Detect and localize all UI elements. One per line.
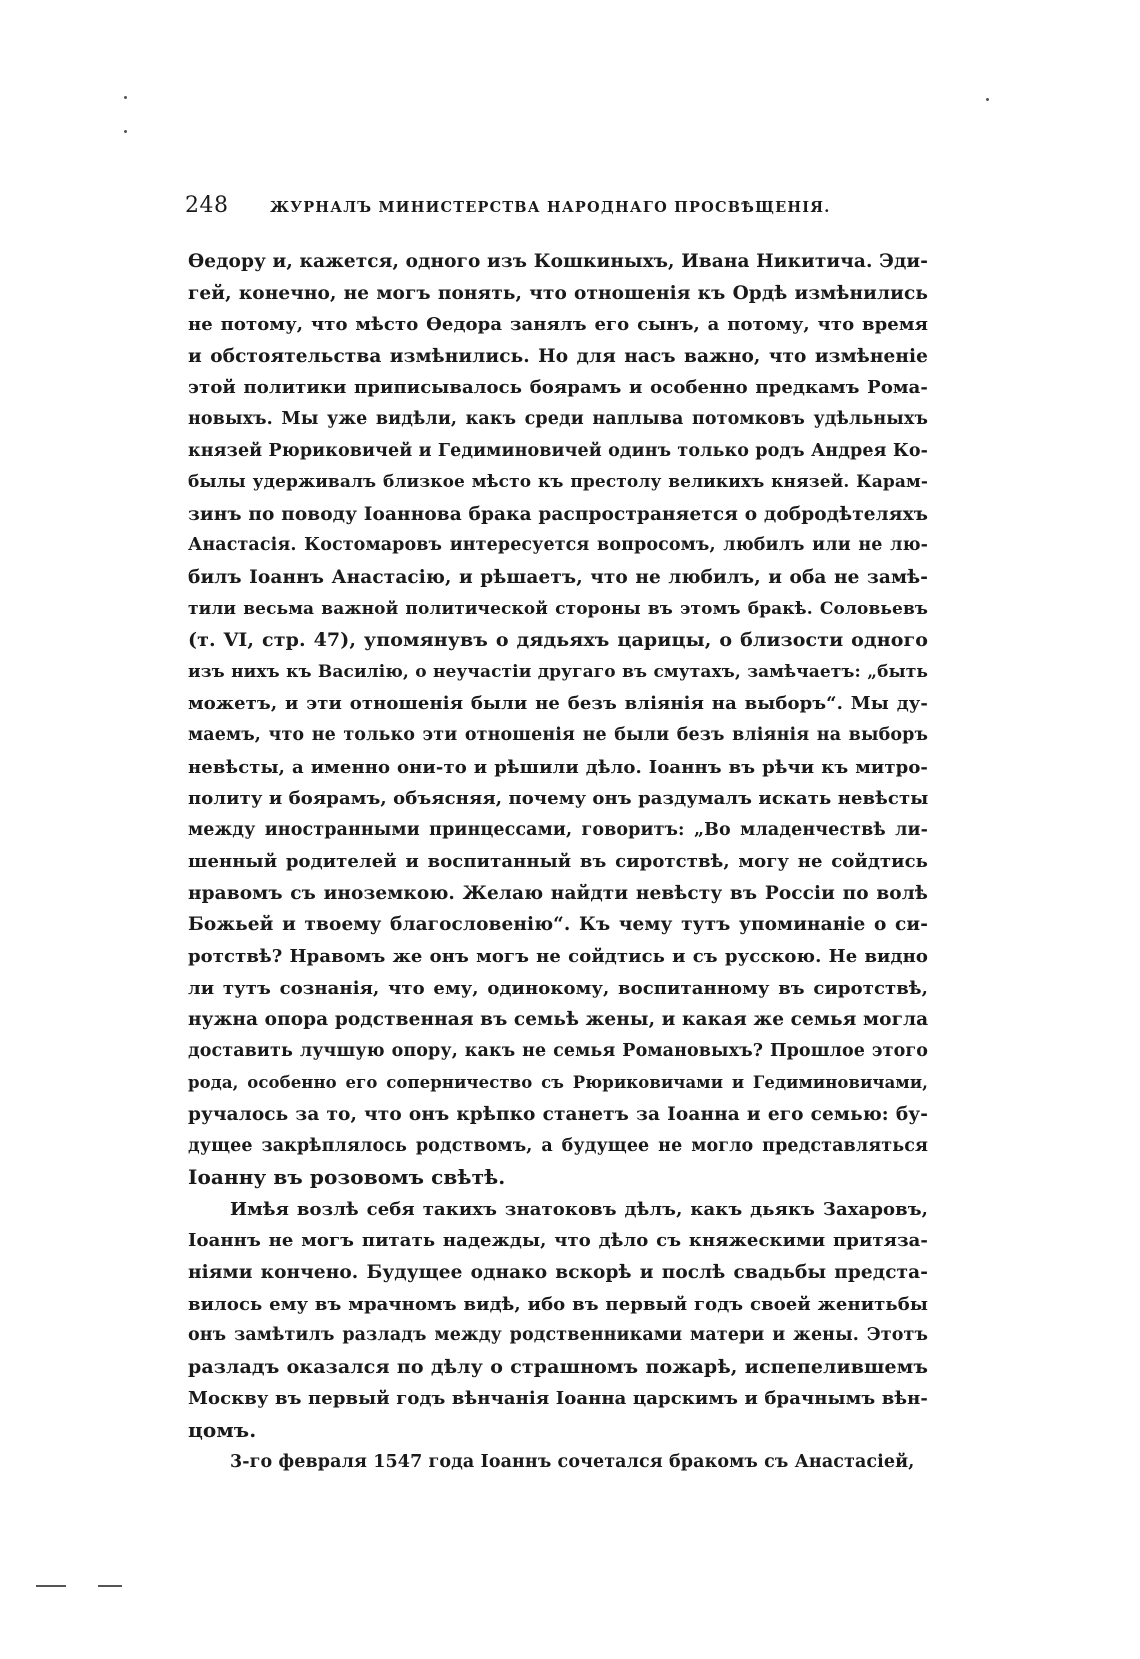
text-line: и обстоятельства измѣнились. Но для насъ важно, что измѣненіе [188, 345, 928, 367]
page-header [185, 193, 985, 223]
text-line: Анастасія. Костомаровъ интересуется вопросомъ, любилъ или не лю- [188, 535, 928, 556]
text-line: нравомъ съ иноземкою. Желаю найдти невѣсту въ Россіи по волѣ [188, 882, 928, 904]
text-line: шенный родителей и воспитанный въ сиротствѣ, могу не сойдтись [188, 851, 928, 873]
text-line: нужна опора родственная въ семьѣ жены, и какая же семья могла [188, 1009, 929, 1031]
text-line: билъ Іоаннъ Анастасію, и рѣшаетъ, что не любилъ, и оба не замѣ- [188, 566, 928, 588]
text-line: между иностранными принцессами, говоритъ: „Во младенчествѣ ли- [188, 819, 928, 840]
text-line: Іоанну въ розовомъ свѣтѣ. [188, 1165, 506, 1190]
text-line: 3-го февраля 1547 года Іоаннъ сочетался бракомъ съ Анастасіей, [230, 1451, 915, 1472]
body-text [188, 246, 928, 1478]
text-line: ли тутъ сознанія, что ему, одинокому, воспитанному въ сиротствѣ, [188, 977, 928, 999]
text-line: Іоаннъ не могъ питать надежды, что дѣло съ княжескими притяза- [188, 1230, 928, 1252]
text-line: тили весьма важной политической стороны въ этомъ бракѣ. Соловьевъ [188, 598, 928, 619]
text-line: ротствѣ? Нравомъ же онъ могъ не сойдтись и съ русскою. Не видно [188, 946, 928, 968]
paragraph [188, 246, 928, 1194]
text-line: не потому, что мѣсто Ѳедора занялъ его сынъ, а потому, что время [188, 314, 928, 336]
text-line: Божьей и твоему благословенію“. Къ чему тутъ упоминаніе о си- [188, 914, 928, 936]
text-line: этой политики приписывалось боярамъ и особенно предкамъ Рома- [188, 377, 928, 399]
text-line: маемъ, что не только эти отношенія не были безъ вліянія на выборъ [188, 724, 928, 745]
text-line: дущее закрѣплялось родствомъ, а будущее не могло представляться [188, 1135, 928, 1156]
running-title: ЖУРНАЛЪ МИНИСТЕРСТВА НАРОДНАГО ПРОСВѢЩЕНІЯ. [270, 199, 831, 216]
margin-mark [36, 1585, 66, 1587]
text-line: изъ нихъ къ Василію, о неучастіи другаго въ смутахъ, замѣчаетъ: „быть [188, 661, 928, 682]
text-line: онъ замѣтилъ разладъ между родственниками матери и жены. Этотъ [188, 1325, 928, 1346]
page-number: 248 [185, 193, 229, 218]
scan-speck [124, 96, 127, 99]
text-line: зинъ по поводу Іоаннова брака распространяется о добродѣтеляхъ [188, 503, 928, 525]
text-line: Имѣя возлѣ себя такихъ знатоковъ дѣлъ, какъ дьякъ Захаровъ, [230, 1198, 928, 1220]
scan-speck [986, 98, 989, 101]
text-line: ніями кончено. Будущее однако вскорѣ и послѣ свадьбы предста- [188, 1262, 928, 1283]
text-line: доставить лучшую опору, какъ не семья Романовыхъ? Прошлое этого [188, 1040, 928, 1061]
text-line: можетъ, и эти отношенія были не безъ вліянія на выборъ“. Мы ду- [188, 693, 928, 715]
margin-mark [98, 1585, 122, 1587]
text-line: Москву въ первый годъ вѣнчанія Іоанна царскимъ и брачнымъ вѣн- [188, 1388, 928, 1410]
text-line: политу и боярамъ, объясняя, почему онъ раздумалъ искать невѣсты [188, 788, 929, 810]
text-line: новыхъ. Мы уже видѣли, какъ среди наплыва потомковъ удѣльныхъ [188, 408, 928, 429]
text-line: гей, конечно, не могъ понять, что отношенія къ Ордѣ измѣнились [188, 282, 928, 304]
paragraph [188, 1194, 928, 1447]
text-line: былы удерживалъ близкое мѣсто къ престолу великихъ князей. Карам- [188, 472, 928, 493]
text-line: (т. VI, стр. 47), упомянувъ о дядьяхъ царицы, о близости одного [188, 629, 928, 652]
scan-speck [124, 130, 127, 133]
text-line: цомъ. [188, 1417, 257, 1442]
text-line: вилось ему въ мрачномъ видѣ, ибо въ первый годъ своей женитьбы [188, 1293, 928, 1315]
paragraph [188, 1447, 928, 1479]
text-line: ручалось за то, что онъ крѣпко станетъ за Іоанна и его семью: бу- [188, 1104, 928, 1126]
text-line: рода, особенно его соперничество съ Рюриковичами и Гедиминовичами, [188, 1073, 928, 1093]
text-line: разладъ оказался по дѣлу о страшномъ пожарѣ, испепелившемъ [188, 1355, 928, 1378]
text-line: невѣсты, а именно они-то и рѣшили дѣло. Іоаннъ въ рѣчи къ митро- [188, 756, 928, 778]
text-line: князей Рюриковичей и Гедиминовичей одинъ только родъ Андрея Ко- [188, 440, 928, 461]
text-line: Ѳедору и, кажется, одного изъ Кошкиныхъ, Ивана Никитича. Эди- [188, 251, 928, 272]
